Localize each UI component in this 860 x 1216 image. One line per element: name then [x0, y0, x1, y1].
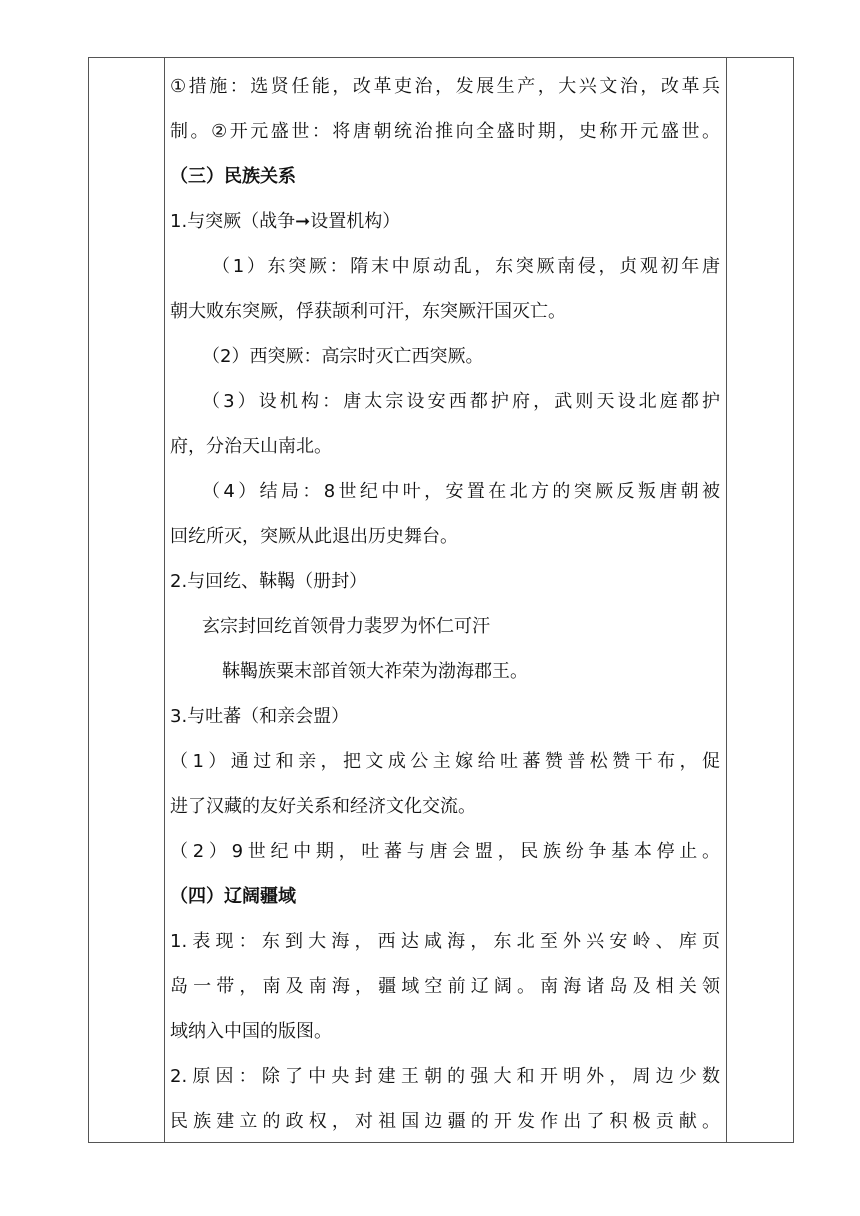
text-line: 朝大败东突厥，俘获颉利可汗，东突厥汗国灭亡。 — [170, 301, 566, 322]
column-divider-right — [726, 58, 727, 1142]
text-line: 域纳入中国的版图。 — [170, 1021, 332, 1042]
section-heading: （四）辽阔疆域 — [170, 886, 296, 907]
section-heading: （三）民族关系 — [170, 166, 296, 187]
text-line: 玄宗封回纥首领骨力裴罗为怀仁可汗 — [202, 616, 490, 637]
text-line: 岛一带，南及南海，疆域空前辽阔。南海诸岛及相关领 — [170, 976, 720, 997]
text-line: （4）结局：8世纪中叶，安置在北方的突厥反叛唐朝被 — [202, 481, 720, 502]
text-line: 回纥所灭，突厥从此退出历史舞台。 — [170, 526, 458, 547]
text-line: ①措施：选贤任能，改革吏治，发展生产，大兴文治，改革兵 — [170, 76, 720, 97]
column-divider-left — [164, 58, 165, 1142]
text-line: 1.表现：东到大海，西达咸海，东北至外兴安岭、库页 — [170, 931, 720, 952]
subsection-heading: 3.与吐蕃（和亲会盟） — [170, 706, 350, 727]
content-cell — [170, 64, 720, 1144]
text-line: 2.原因：除了中央封建王朝的强大和开明外，周边少数 — [170, 1066, 720, 1087]
text-line: 制。②开元盛世：将唐朝统治推向全盛时期，史称开元盛世。 — [170, 121, 720, 142]
subsection-heading: 2.与回纥、靺鞨（册封） — [170, 571, 368, 592]
text-line: 进了汉藏的友好关系和经济文化交流。 — [170, 796, 476, 817]
text-line: 民族建立的政权，对祖国边疆的开发作出了积极贡献。 — [170, 1111, 720, 1132]
text-line: 靺鞨族粟末部首领大祚荣为渤海郡王。 — [222, 661, 528, 682]
text-line: 府，分治天山南北。 — [170, 436, 332, 457]
subsection-heading: 1.与突厥（战争➞设置机构） — [170, 211, 401, 232]
text-line: （1）东突厥：隋末中原动乱，东突厥南侵，贞观初年唐 — [212, 256, 720, 277]
text-line: （3）设机构：唐太宗设安西都护府，武则天设北庭都护 — [202, 391, 720, 412]
text-line: （2）9世纪中期，吐蕃与唐会盟，民族纷争基本停止。 — [170, 841, 720, 862]
text-line: （1）通过和亲，把文成公主嫁给吐蕃赞普松赞干布，促 — [170, 751, 720, 772]
text-line: （2）西突厥：高宗时灭亡西突厥。 — [202, 346, 484, 367]
